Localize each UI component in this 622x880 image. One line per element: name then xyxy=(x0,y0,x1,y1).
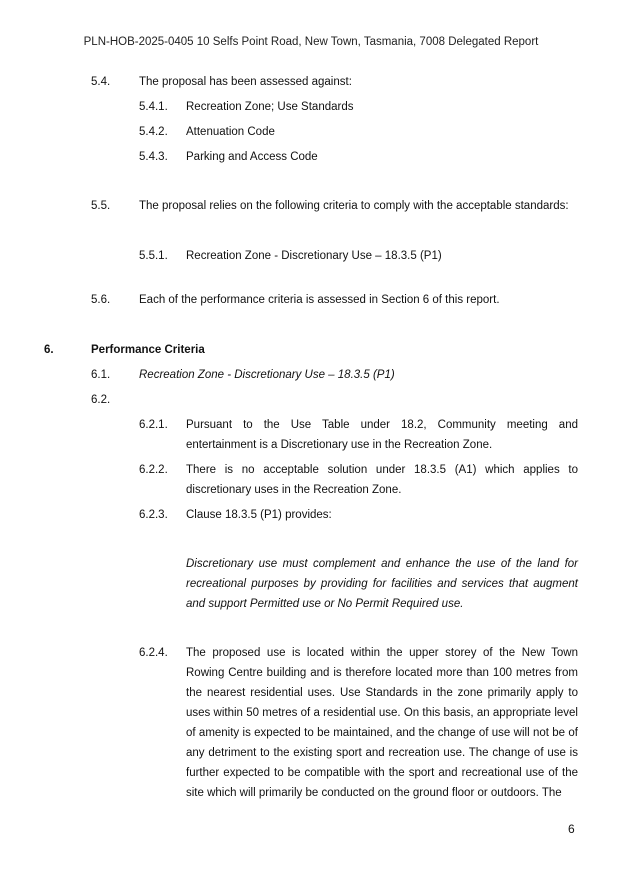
subsection-6-2-4-text: The proposed use is located within the upper storey of the New Town Rowing Centre building and is therefore located more than 100 metres from the nearest residential uses. Use Standards in the zone primarily apply to uses within 50 metres of a residential use. On this basis, an appropriate level of amenity is expected to be maintained, and the change of use will not be of any detriment to the existing sport and recreation use. The change of use is further expected to be compatible with the sport and recreational use of the site which will primarily be conducted on the ground floor or outdoors. The xyxy=(186,647,578,799)
subsection-number: 6.2.1. xyxy=(139,419,168,431)
subsection-number: 5.4.2. xyxy=(139,126,168,138)
subsection-text: Recreation Zone; Use Standards xyxy=(186,101,354,113)
clause-quote: Discretionary use must complement and enhance the use of the land for recreational purposes by providing for facilities and services that augment and support Permitted use or No Permit Required use. xyxy=(186,558,578,610)
subsection-6-2-1-text: Pursuant to the Use Table under 18.2, Community meeting and entertainment is a Discretionary use in the Recreation Zone. xyxy=(186,419,578,451)
subsection-text: Parking and Access Code xyxy=(186,151,318,163)
subsection-text: Recreation Zone - Discretionary Use – 18.3.5 (P1) xyxy=(186,250,442,262)
section-text: Recreation Zone - Discretionary Use – 18.3.5 (P1) xyxy=(139,369,395,381)
subsection-number: 5.4.3. xyxy=(139,151,168,163)
section-number: 6.1. xyxy=(91,369,111,381)
section-number: 6.2. xyxy=(91,394,111,406)
section-number: 5.6. xyxy=(91,294,111,306)
subsection-number: 6.2.4. xyxy=(139,647,168,659)
section-number: 5.5. xyxy=(91,200,111,212)
section-number: 6. xyxy=(44,344,54,356)
section-text: Each of the performance criteria is assessed in Section 6 of this report. xyxy=(139,294,500,306)
page-header: PLN-HOB-2025-0405 10 Selfs Point Road, New Town, Tasmania, 7008 Delegated Report xyxy=(83,36,539,48)
section-text: The proposal has been assessed against: xyxy=(139,76,352,88)
section-heading: Performance Criteria xyxy=(91,344,205,356)
subsection-number: 5.5.1. xyxy=(139,250,168,262)
subsection-number: 6.2.2. xyxy=(139,464,168,476)
subsection-number: 5.4.1. xyxy=(139,101,168,113)
subsection-number: 6.2.3. xyxy=(139,509,168,521)
page-number: 6 xyxy=(568,822,575,836)
subsection-text: Attenuation Code xyxy=(186,126,275,138)
section-text: The proposal relies on the following criteria to comply with the acceptable standards: xyxy=(139,200,569,212)
subsection-text: Clause 18.3.5 (P1) provides: xyxy=(186,509,332,521)
section-number: 5.4. xyxy=(91,76,111,88)
subsection-6-2-2-text: There is no acceptable solution under 18.3.5 (A1) which applies to discretionary uses in the Recreation Zone. xyxy=(186,464,578,496)
